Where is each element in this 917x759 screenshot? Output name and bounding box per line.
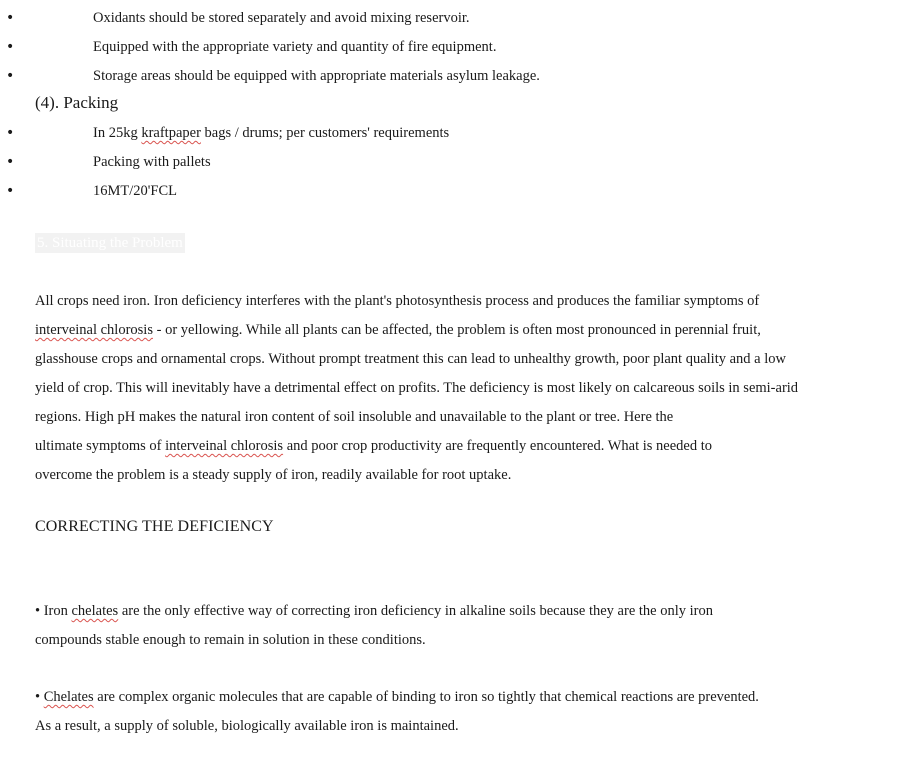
spellcheck-flagged-word[interactable]: interveinal chlorosis xyxy=(165,438,284,454)
correcting-heading: CORRECTING THE DEFICIENCY xyxy=(35,518,274,535)
spellcheck-flagged-word[interactable]: kraftpaper xyxy=(141,125,201,141)
bullet-icon: • xyxy=(6,10,15,26)
bullet-icon: • xyxy=(6,183,15,199)
bullet-icon: • xyxy=(6,39,15,55)
paragraph-line: overcome the problem is a steady supply of iron, readily available for root uptake. xyxy=(35,467,512,483)
paragraph-line: All crops need iron. Iron deficiency interferes with the plant's photosynthesis process and produces the familiar symptoms of xyxy=(35,293,760,309)
bullet-icon: • xyxy=(6,154,15,170)
bullet-text: Oxidants should be stored separately and avoid mixing reservoir. xyxy=(93,10,470,26)
intro-paragraph xyxy=(35,287,895,490)
paragraph-line xyxy=(35,432,895,461)
text-segment: • Iron xyxy=(35,603,72,619)
paragraph-line: compounds stable enough to remain in solution in these conditions. xyxy=(35,632,426,648)
text-segment: In 25kg xyxy=(93,125,142,141)
section-title: 5. Situating the Problem xyxy=(37,235,183,251)
bullet-icon: • xyxy=(6,68,15,84)
chelates-point-2 xyxy=(35,683,895,741)
bullet-text xyxy=(93,123,449,143)
spellcheck-flagged-word[interactable]: Chelates xyxy=(43,689,94,705)
text-segment: • xyxy=(35,689,44,705)
bullet-text: 16MT/20'FCL xyxy=(93,183,177,199)
text-segment: and poor crop productivity are frequently encountered. What is needed to xyxy=(283,438,713,454)
paragraph-line: yield of crop. This will inevitably have a detrimental effect on profits. The deficiency is most likely on calcareous soils in semi-arid xyxy=(35,380,799,396)
text-segment: are the only effective way of correcting iron deficiency in alkaline soils because they are the only iron xyxy=(118,603,713,619)
paragraph-line xyxy=(35,683,895,712)
text-segment: are complex organic molecules that are capable of binding to iron so tightly that chemical reactions are prevented. xyxy=(93,689,759,705)
bullet-text: Packing with pallets xyxy=(93,154,211,170)
spellcheck-flagged-word[interactable]: interveinal chlorosis xyxy=(35,322,153,338)
text-segment: - or yellowing. While all plants can be affected, the problem is often most pronounced in perennial fruit, xyxy=(152,322,761,338)
bullet-text: Storage areas should be equipped with appropriate materials asylum leakage. xyxy=(93,68,540,84)
paragraph-line xyxy=(35,316,895,345)
paragraph-line: As a result, a supply of soluble, biologically available iron is maintained. xyxy=(35,718,459,734)
bullet-text: Equipped with the appropriate variety and quantity of fire equipment. xyxy=(93,39,497,55)
packing-heading: (4). Packing xyxy=(35,93,119,112)
text-segment: ultimate symptoms of xyxy=(35,438,166,454)
chelates-point-1 xyxy=(35,597,895,655)
bullet-icon: • xyxy=(6,125,15,141)
paragraph-line xyxy=(35,597,895,626)
paragraph-line: regions. High pH makes the natural iron content of soil insoluble and unavailable to the plant or tree. Here the xyxy=(35,409,674,425)
text-segment: bags / drums; per customers' requirements xyxy=(200,125,450,141)
spellcheck-flagged-word[interactable]: chelates xyxy=(71,603,119,619)
paragraph-line: glasshouse crops and ornamental crops. Without prompt treatment this can lead to unhealthy growth, poor plant quality and a low xyxy=(35,351,786,367)
